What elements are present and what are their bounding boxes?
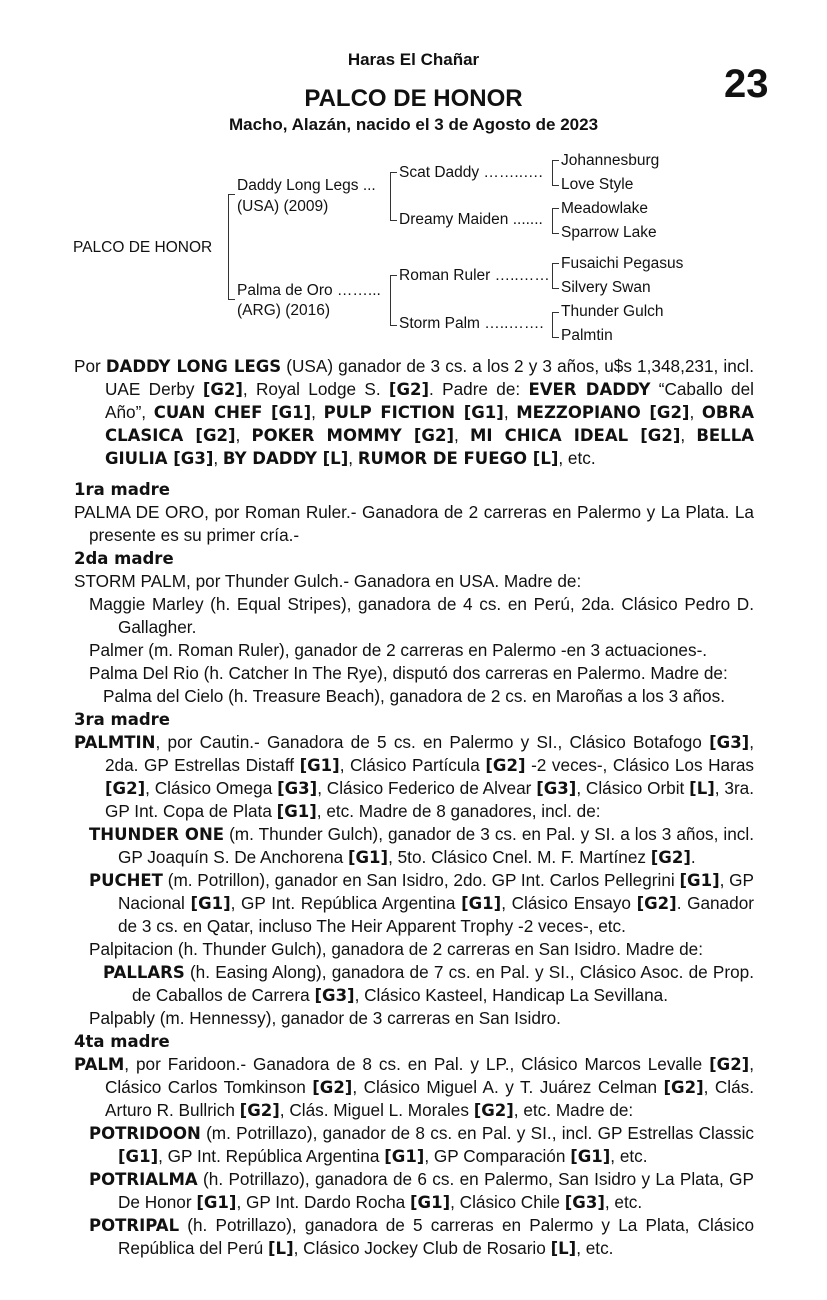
pedigree-ssd: Love Style [561,176,634,193]
breeder-name: Haras El Chañar [347,50,480,69]
pedigree-sire-sire: Scat Daddy ……..…. [399,164,543,181]
madre4-child-potridoon: POTRIDOON (m. Potrillazo), ganador de 8 cs. en Pal. y SI., incl. GP Estrellas Classic [G1], GP Int. República Argentina [G1], GP Comparación [G1], etc. [89,1123,754,1166]
pedigree-sire-dam: Dreamy Maiden ....... [399,211,543,228]
pedigree-ddd: Palmtin [561,327,613,344]
pedigree-dam-sire: Roman Ruler …..…… [399,267,550,284]
pedigree-bracket-1 [228,194,235,300]
pedigree-sss: Johannesburg [561,152,660,169]
madre3-child-palpably: Palpably (m. Hennessy), ganador de 3 carreras en San Isidro. [89,1008,561,1028]
female-family [74,478,754,1260]
lot-number: 23 [724,62,769,106]
pedigree-dam: Palma de Oro ……... [237,282,381,299]
madre3-grandchild-pallars: PALLARS (h. Easing Along), ganadora de 7 cs. en Pal. y SI., Clásico Asoc. de Prop. de Caballos de Carrera [G3], Clásico Kasteel, Handicap La Sevillana. [103,962,754,1005]
pedigree-sire-origin: (USA) (2009) [237,198,329,215]
pedigree-bracket-3a [552,160,559,186]
madre2-child-3: Palma Del Rio (h. Catcher In The Rye), disputó dos carreras en Palermo. Madre de: [89,663,728,683]
pedigree-sire: Daddy Long Legs ... [237,177,376,194]
madre3-child-puchet: PUCHET (m. Potrillon), ganador en San Isidro, 2do. GP Int. Carlos Pellegrini [G1], GP Nacional [G1], GP Int. República Argentina [G1], Clásico Ensayo [G2]. Ganador de 3 cs. en Qatar, incluso The Heir Apparent Trophy -2 veces-, etc. [89,870,755,936]
pedigree-bracket-3c [552,263,559,289]
madre4-text: PALM, por Faridoon.- Ganadora de 8 cs. en Pal. y LP., Clásico Marcos Levalle [G2], Clásico Carlos Tomkinson [G2], Clásico Miguel A. y T. Juárez Celman [G2], Clás. Arturo R. Bullrich [G2], Clás. Miguel L. Morales [G2], etc. Madre de: [74,1054,754,1120]
madre4-heading: 4ta madre [74,1032,170,1051]
madre3-child-palpitacion: Palpitacion (h. Thunder Gulch), ganadora de 2 carreras en San Isidro. Madre de: [89,939,704,959]
horse-description: Macho, Alazán, nacido el 3 de Agosto de 2023 [228,115,599,134]
madre3-text: PALMTIN, por Cautin.- Ganadora de 5 cs. en Palermo y SI., Clásico Botafogo [G3], 2da. GP Estrellas Distaff [G1], Clásico Partícula [G2] -2 veces-, Clásico Los Haras [G2], Clásico Omega [G3], Clásico Federico de Alvear [G3], Clásico Orbit [L], 3ra. GP Int. Copa de Plata [G1], etc. Madre de 8 ganadores, incl. de: [74,732,754,821]
pedigree-bracket-2a [390,172,397,221]
pedigree-sdd: Sparrow Lake [561,224,657,241]
sire-paragraph: Por DADDY LONG LEGS (USA) ganador de 3 cs. a los 2 y 3 años, u$s 1,348,231, incl. UAE Derby [G2], Royal Lodge S. [G2]. Padre de: EVER DADDY “Caballo del Año”, CUAN CHEF [G1], PULP FICTION [G1], MEZZOPIANO [G2], OBRA CLASICA [G2], POKER MOMMY [G2], MI CHICA IDEAL [G2], BELLA GIULIA [G3], BY DADDY [L], RUMOR DE FUEGO [L], etc. [74,356,754,468]
pedigree-dam-origin: (ARG) (2016) [237,302,331,319]
pedigree-bracket-3b [552,208,559,234]
pedigree-dss: Fusaichi Pegasus [561,255,684,272]
madre3-child-thunder-one: THUNDER ONE (m. Thunder Gulch), ganador de 3 cs. en Pal. y SI. a los 3 años, incl. GP Joaquín S. De Anchorena [G1], 5to. Clásico Cnel. M. F. Martínez [G2]. [89,824,754,867]
madre2-grandchild-1: Palma del Cielo (h. Treasure Beach), ganadora de 2 cs. en Maroñas a los 3 años. [103,686,725,706]
horse-name-title: PALCO DE HONOR [304,85,523,112]
pedigree-subject: PALCO DE HONOR [73,239,213,256]
pedigree-dsd: Silvery Swan [561,279,651,296]
pedigree-bracket-2b [390,275,397,326]
pedigree-sds: Meadowlake [561,200,649,217]
madre1-heading: 1ra madre [74,480,170,499]
madre3-heading: 3ra madre [74,710,170,729]
madre4-child-potripal: POTRIPAL (h. Potrillazo), ganadora de 5 carreras en Palermo y La Plata, Clásico República del Perú [L], Clásico Jockey Club de Rosario [L], etc. [89,1215,754,1258]
madre2-heading: 2da madre [74,549,174,568]
pedigree-bracket-3d [552,312,559,338]
pedigree-dds: Thunder Gulch [561,303,664,320]
sire-section [74,355,754,492]
madre1-text: PALMA DE ORO, por Roman Ruler.- Ganadora de 2 carreras en Palermo y La Plata. La presente es su primer cría.- [74,502,754,545]
madre2-intro: STORM PALM, por Thunder Gulch.- Ganadora en USA. Madre de: [74,571,582,591]
madre2-child-2: Palmer (m. Roman Ruler), ganador de 2 carreras en Palermo -en 3 actuaciones-. [89,640,708,660]
pedigree-dam-dam: Storm Palm …..……. [399,315,544,332]
madre2-child-1: Maggie Marley (h. Equal Stripes), ganadora de 4 cs. en Perú, 2da. Clásico Pedro D. Gallagher. [89,594,754,637]
madre4-child-potrialma: POTRIALMA (h. Potrillazo), ganadora de 6 cs. en Palermo, San Isidro y La Plata, GP De Honor [G1], GP Int. Dardo Rocha [G1], Clásico Chile [G3], etc. [89,1169,754,1212]
